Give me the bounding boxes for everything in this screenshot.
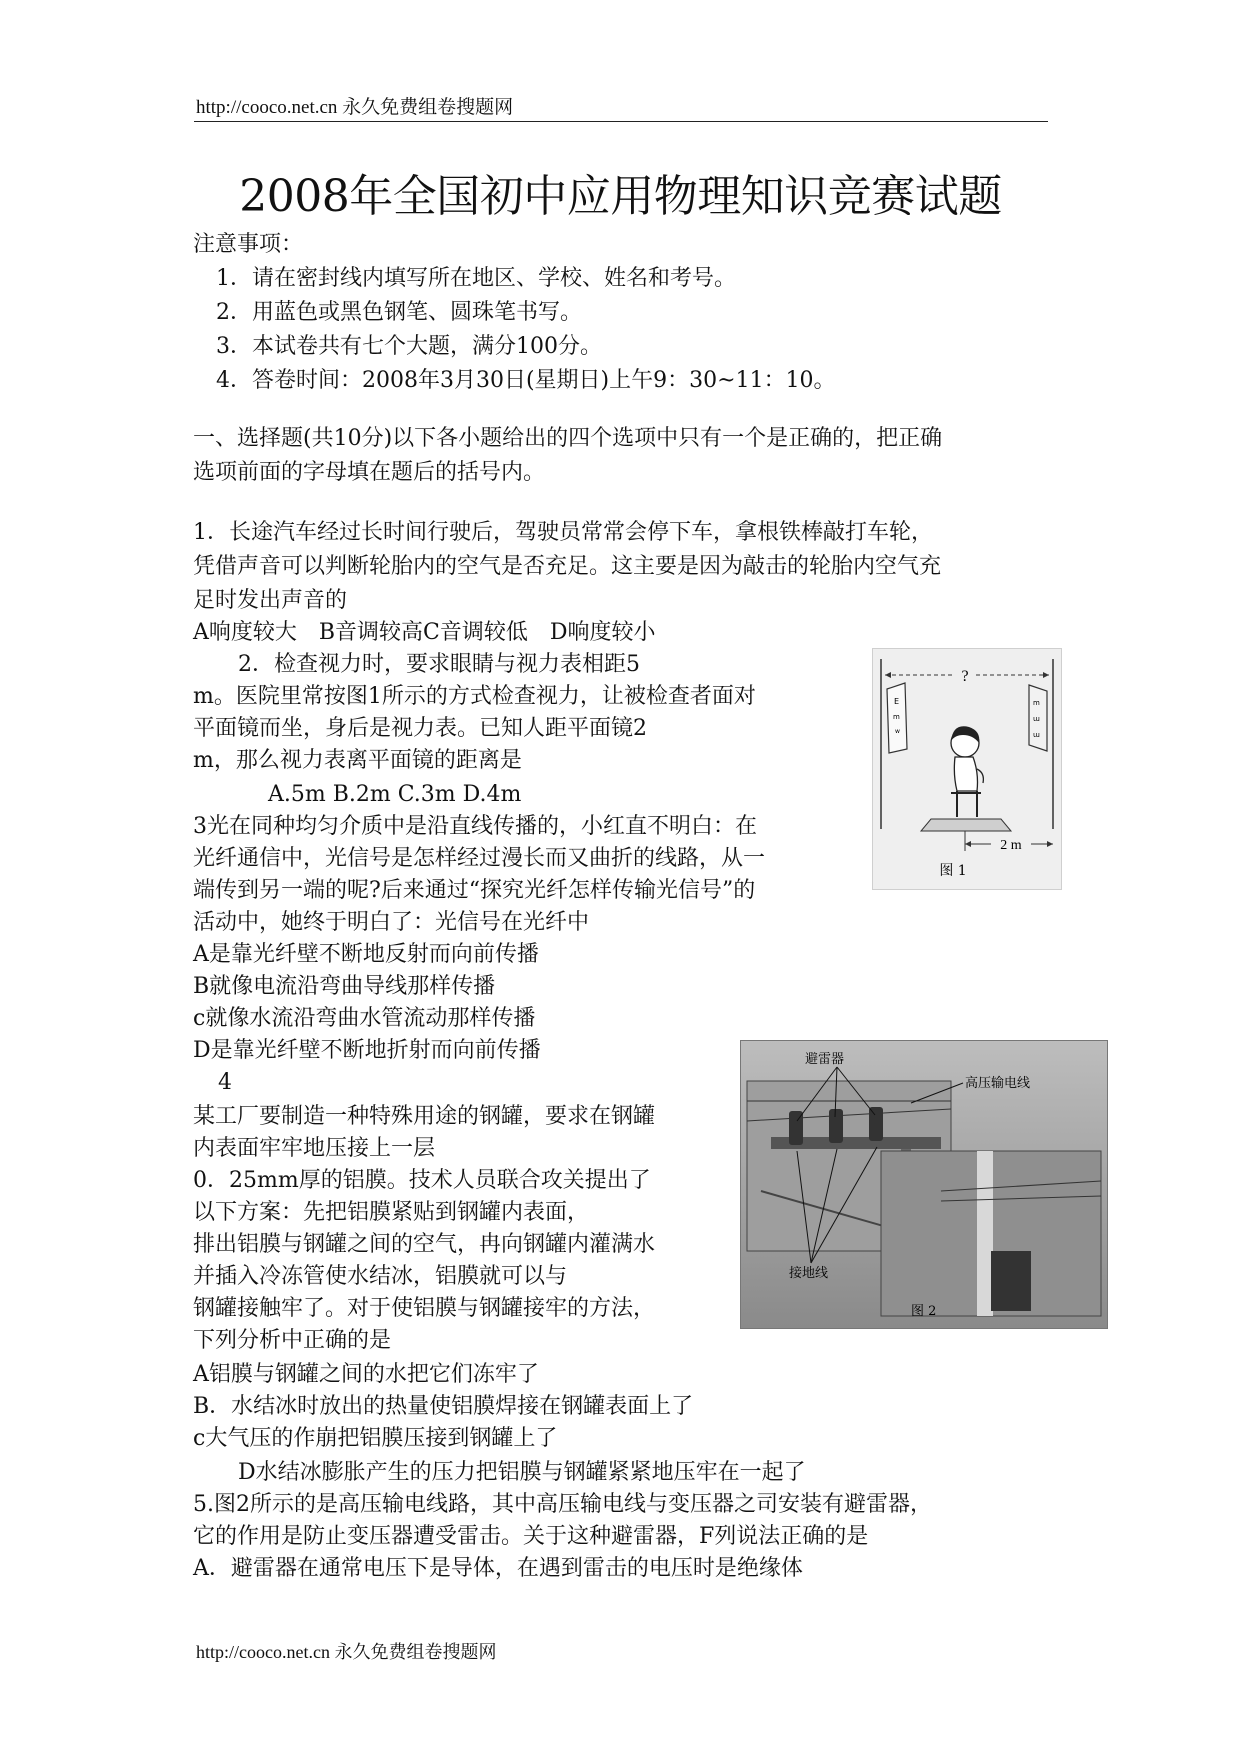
q1-text: 凭借声音可以判断轮胎内的空气是否充足。这主要是因为敲击的轮胎内空气充 <box>193 554 942 579</box>
q3-option-b: B就像电流沿弯曲导线那样传播 <box>193 974 496 999</box>
svg-text:E: E <box>894 697 900 706</box>
notes-heading: 注意事项： <box>193 232 304 257</box>
header-url: http://cooco.net.cn 永久免费组卷搜题网 <box>196 97 514 118</box>
svg-text:ɯ: ɯ <box>1033 715 1040 723</box>
q4-text: 下列分析中正确的是 <box>193 1328 392 1353</box>
q5-text: 它的作用是防止变压器遭受雷击。关于这种避雷器，F列说法正确的是 <box>193 1524 869 1549</box>
q3-option-c: c就像水流沿弯曲水管流动那样传播 <box>193 1006 536 1031</box>
q3-option-a: A是靠光纤壁不断地反射而向前传播 <box>193 942 539 967</box>
footer-url: http://cooco.net.cn 永久免费组卷搜题网 <box>196 1642 497 1662</box>
section1-intro: 一、选择题(共10分)以下各小题给出的四个选项中只有一个是正确的，把正确 <box>193 426 943 451</box>
q3-text: 端传到另一端的呢?后来通过“探究光纤怎样传输光信号”的 <box>193 878 756 903</box>
q4-text: 内表面牢牢地压接上一层 <box>193 1136 436 1161</box>
q2-text: m。医院里常按图1所示的方式检查视力，让被检查者面对 <box>193 684 756 709</box>
q4-number: 4 <box>218 1070 232 1095</box>
note-item: 4．答卷时间：2008年3月30日(星期日)上午9：30~11：10。 <box>216 368 836 393</box>
q2-options: A.5m B.2m C.3m D.4m <box>268 782 522 807</box>
q3-text: 光纤通信中，光信号是怎样经过漫长而又曲折的线路，从一 <box>193 846 766 871</box>
q3-text: 活动中，她终于明白了：光信号在光纤中 <box>193 910 590 935</box>
figure-2-caption: 图 2 <box>911 1304 937 1319</box>
figure-2-label-arrester: 避雷器 <box>805 1052 845 1067</box>
note-item: 3．本试卷共有七个大题，满分100分。 <box>216 334 602 359</box>
q4-text: 某工厂要制造一种特殊用途的钢罐，要求在钢罐 <box>193 1104 656 1129</box>
q3-option-d: D是靠光纤壁不断地折射而向前传播 <box>193 1038 541 1063</box>
q3-text: 3光在同种均匀介质中是沿直线传播的，小红直不明白：在 <box>193 814 757 839</box>
q4-option-d: D水结冰膨胀产生的压力把铝膜与钢罐紧紧地压牢在一起了 <box>238 1460 806 1485</box>
q4-option-c: c大气压的作崩把铝膜压接到钢罐上了 <box>193 1426 558 1451</box>
q4-text: 钢罐接触牢了。对于使铝膜与钢罐接牢的方法， <box>193 1296 656 1321</box>
q1-text: 1．长途汽车经过长时间行驶后，驾驶员常常会停下车，拿根铁棒敲打车轮， <box>193 520 933 545</box>
figure-1-caption: 图 1 <box>939 863 967 879</box>
q4-option-a: A铝膜与钢罐之间的水把它们冻牢了 <box>193 1362 539 1387</box>
figure-1-question-mark: ? <box>961 668 969 685</box>
page-title: 2008年全国初中应用物理知识竞赛试题 <box>239 171 1002 222</box>
q4-option-b: B．水结冰时放出的热量使铝膜焊接在钢罐表面上了 <box>193 1394 694 1419</box>
q2-text: 平面镜而坐，身后是视力表。已知人距平面镜2 <box>193 716 647 741</box>
note-item: 2．用蓝色或黑色钢笔、圆珠笔书写。 <box>216 300 582 325</box>
q2-text: m，那么视力表离平面镜的距离是 <box>193 748 522 773</box>
figure-1-eye-test <box>872 648 1062 890</box>
q1-options: A响度较大 B音调较高C音调较低 D响度较小 <box>193 620 656 645</box>
note-item: 1．请在密封线内填写所在地区、学校、姓名和考号。 <box>216 266 736 291</box>
svg-text:m: m <box>893 713 900 721</box>
q5-text: 5.图2所示的是高压输电线路，其中高压输电线与变压器之司安装有避雷器， <box>193 1492 932 1517</box>
svg-text:m: m <box>1033 699 1040 707</box>
q4-text: 以下方案：先把铝膜紧贴到钢罐内表面， <box>193 1200 590 1225</box>
q4-text: 排出铝膜与钢罐之间的空气，冉向钢罐内灌满水 <box>193 1232 656 1257</box>
q1-text: 足时发出声音的 <box>193 588 348 613</box>
figure-1-distance-label: 2 m <box>1000 838 1022 853</box>
svg-text:ɯ: ɯ <box>1033 731 1040 739</box>
q5-option-a: A．避雷器在通常电压下是导体，在遇到雷击的电压时是绝缘体 <box>193 1556 803 1581</box>
q2-text: 2．检查视力时，要求眼睛与视力表相距5 <box>238 652 640 677</box>
figure-2-label-hv-line: 高压输电线 <box>965 1076 1031 1091</box>
svg-text:w: w <box>895 728 900 735</box>
figure-2-power-line <box>740 1040 1108 1329</box>
figure-2-label-ground: 接地线 <box>789 1266 829 1281</box>
q4-text: 0．25mm厚的铝膜。技术人员联合攻关提出了 <box>193 1168 651 1193</box>
q4-text: 并插入冷冻管使水结冰，铝膜就可以与 <box>193 1264 568 1289</box>
header-divider <box>194 121 1048 122</box>
section1-intro: 选项前面的字母填在题后的括号内。 <box>193 460 546 485</box>
